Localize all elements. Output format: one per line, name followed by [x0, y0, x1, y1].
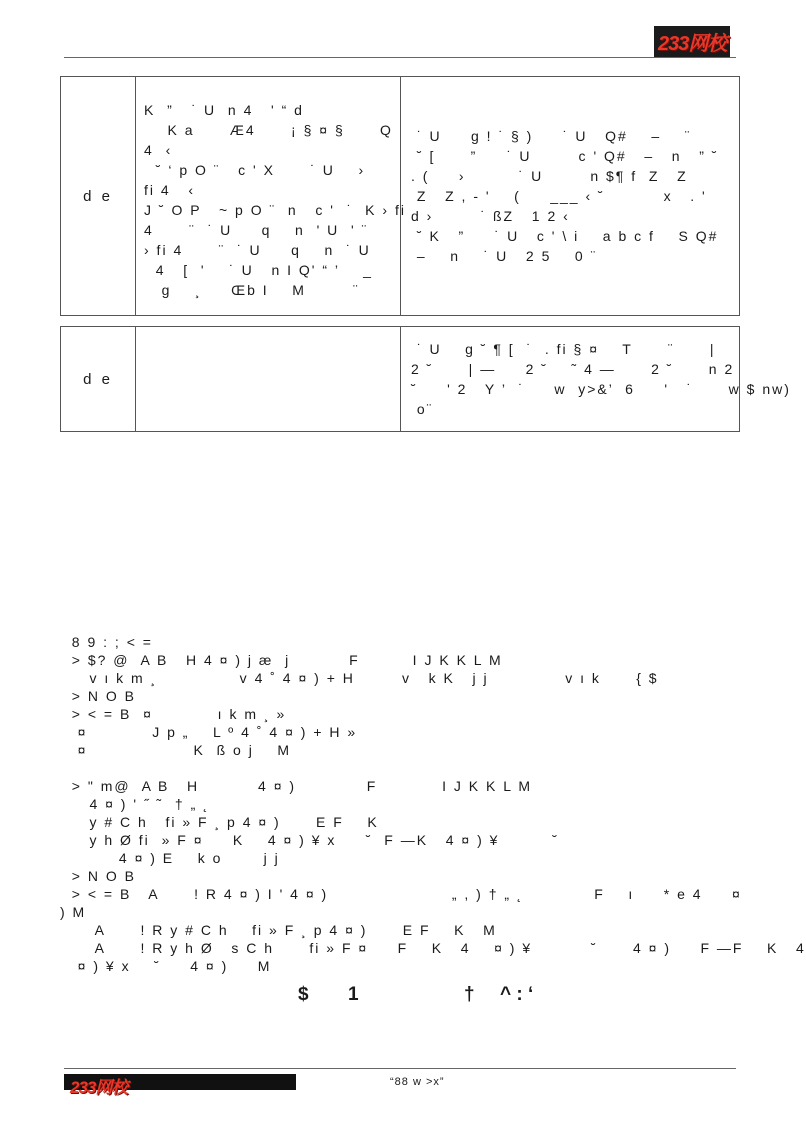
text-line: > < = B A ! R 4 ¤ ) I ' 4 ¤ ) „ , ) † „ ˛ F ı * e 4 ¤ [60, 886, 742, 902]
middle-cell [136, 77, 406, 316]
text-line: ) M [60, 904, 87, 920]
section-symbol: $ [298, 984, 309, 1005]
brand-logo: 233网校 [654, 26, 730, 57]
footer-divider [64, 1068, 736, 1069]
text-line: > $? @ A B H 4 ¤ ) j æ j F I J K K L M [60, 652, 503, 668]
text-line: ¤ J p „ L º 4 ˚ 4 ¤ ) + H » [60, 724, 358, 740]
footer-logo: 233网校 [70, 1078, 128, 1097]
section-number: 1 [348, 984, 359, 1005]
page-number: “88 w >x” [390, 1076, 445, 1088]
body-paragraphs [60, 633, 806, 975]
text-line: ¤ K ß o j M [60, 742, 292, 758]
text-line: ˘ ' 2 Y ’ ˙ w y>&’ 6 ' ˙ w $ nw) [411, 381, 791, 397]
text-line: Z Z , - ' ( ___ ‹ ˘ x . ' [411, 188, 707, 204]
text-line: ¤ ) ¥ x ˘ 4 ¤ ) M [60, 958, 272, 974]
content-table-1 [60, 76, 740, 316]
text-line: > " m@ A B H 4 ¤ ) F I J K K L M [60, 778, 533, 794]
text-line: ˘ K ” ˙ U c ' \ i a b c f S Q# [411, 228, 719, 244]
text-line: fi 4 ‹ [144, 182, 196, 198]
middle-cell-empty [136, 327, 401, 432]
text-line: . ( › ˙ U n $¶ f Z Z [411, 168, 688, 184]
right-text [401, 126, 739, 266]
text-line: A ! R y h Ø s C h fi » F ¤ F K 4 ¤ ) ¥ ˘ 4 ¤ ) F —F K 4 [60, 940, 806, 956]
row-label: d e [61, 327, 136, 432]
section-mark: † [464, 984, 475, 1005]
text-line: > N O B [60, 868, 136, 884]
section-title: ^ : ‘ [500, 984, 534, 1005]
text-line: 2 ˘ | — 2 ˘ ˜ 4 — 2 ˘ n 2 [411, 361, 735, 377]
row-label: d e [61, 77, 136, 316]
text-line: d › ˙ ßZ 1 2 ‹ [411, 208, 570, 224]
middle-text [136, 92, 406, 300]
text-line: ˘ ‘ p O ¨ c ' X ˙ U › [144, 162, 366, 178]
text-line: 4 [ ' ˙ U n I Q' “ ’ _ [144, 262, 373, 278]
text-line: 4 ¤ ) ' ˝ ˜ † „ ˛ [60, 796, 210, 812]
right-cell [401, 77, 740, 316]
text-line: 4 ¨ ˙ U q n ' U ' ¨ [144, 222, 369, 238]
content-table-2 [60, 326, 791, 432]
text-line: ˙ U g ! ˙ § ) ˙ U Q# – ¨ [411, 128, 692, 144]
right-cell [401, 327, 791, 432]
text-line: A ! R y # C h fi » F ¸ p 4 ¤ ) E F K M [60, 922, 497, 938]
text-line: g ¸ Œb I M ¨ [144, 282, 360, 298]
text-line: J ˘ O P ~ p O ¨ n c ' ˙ K › fi [144, 202, 406, 218]
text-line: 4 ‹ [144, 142, 173, 158]
text-line: 4 ¤ ) E k o j j [60, 850, 280, 866]
text-line: 8 9 : ; < = [60, 634, 153, 650]
text-line: > N O B [60, 688, 136, 704]
right-text [401, 339, 791, 419]
header-divider [64, 57, 736, 58]
text-line: ˘ [ ” ˙ U c ' Q# – n ” ˘ [411, 148, 719, 164]
text-line: y # C h fi » F ¸ p 4 ¤ ) E F K [60, 814, 379, 830]
text-line: K ” ˙ U n 4 ' “ d [144, 102, 304, 118]
text-line: ˙ U g ˘ ¶ [ ˙ . fi § ¤ T ¨ | [411, 341, 716, 357]
text-line: > < = B ¤ ı k m ¸ » [60, 706, 287, 722]
text-line: – n ˙ U 2 5 0 ¨ [411, 248, 598, 264]
text-line: o¨ [411, 401, 434, 417]
text-line: y h Ø fi » F ¤ K 4 ¤ ) ¥ x ˘ F —K 4 ¤ ) ¥ ˘ [60, 832, 560, 848]
text-line: v ı k m ¸ v 4 ˚ 4 ¤ ) + H v k K j j v ı k { $ [60, 670, 659, 686]
text-line: › fi 4 ¨ ˙ U q n ˙ U [144, 242, 371, 258]
text-line: K a Æ4 ¡ § ¤ § Q [144, 122, 393, 138]
text-line [60, 759, 750, 777]
